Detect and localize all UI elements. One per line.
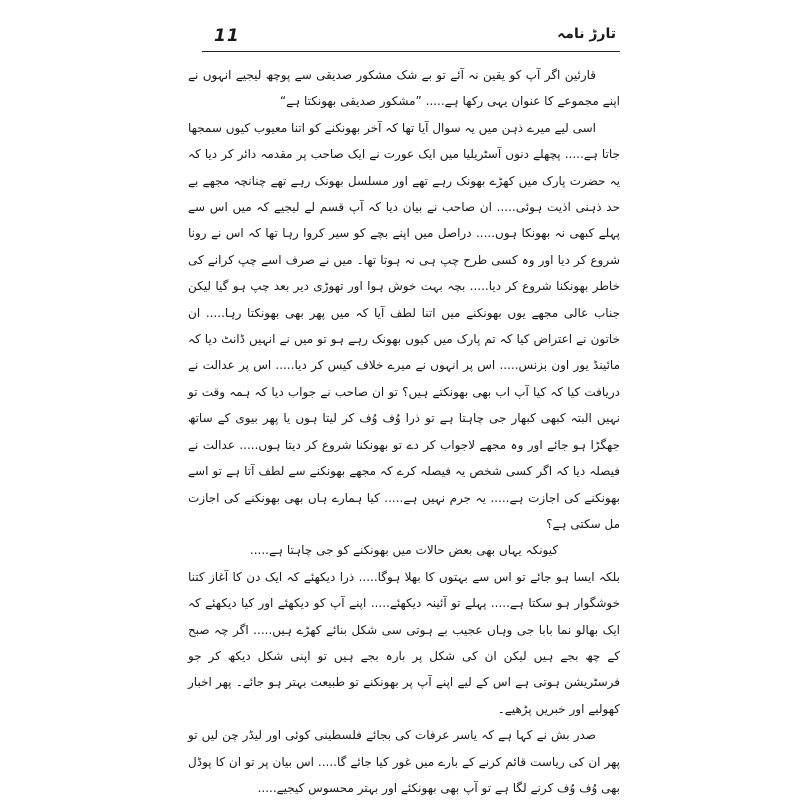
book-page [188,26,620,795]
running-title: تارڑ نامہ [557,26,616,42]
paragraph-2: اسی لیے میرے ذہن میں یہ سوال آیا تھا کہ آخر بھونکنے کو اتنا معیوب کیوں سمجھا جاتا ہے..... پچھلے دنوں آسٹریلیا میں ایک عورت نے ایک صاحب پر مقدمہ دائر کر دیا کہ یہ حضرت پارک میں کھڑے بھونک رہے تھے اور مسلسل بھونک رہے تھے چنانچہ مجھے بے حد ذہنی اذیت ہوئی..... ان صاحب نے بیان دیا کہ آپ قسم لے لیجیے کہ میں اس سے پہلے کبھی نہ بھونکا ہوں..... دراصل میں اپنے بچے کو سیر کروا رہا تھا کہ اس نے رونا شروع کر دیا اور وہ کسی طرح چپ ہی نہ ہوتا تھا۔ میں نے صرف اسے چپ کرانے کی خاطر بھونکنا شروع کر دیا..... بچہ بہت خوش ہوا اور تھوڑی دیر بعد چپ ہو گیا لیکن جناب عالی مجھے یوں بھونکنے میں اتنا لطف آیا کہ میں پھر بھی بھونکتا رہا..... ان خاتون نے اعتراض کیا کہ تم پارک میں کیوں بھونک رہے ہو تو میں نے انہیں ڈانٹ دیا کہ مائینڈ یور اون بزنس..... اس پر انہوں نے میرے خلاف کیس کر دیا..... اس پر عدالت نے دریافت کیا کہ کیا آپ اب بھی بھونکتے ہیں؟ تو ان صاحب نے جواب دیا کہ ہمہ وقت تو نہیں البتہ کبھی کبھار جی چاہتا ہے تو ذرا وُف وُف کر لیتا ہوں یا پھر بیوی کے ساتھ جھگڑا ہو جائے اور وہ مجھے لاجواب کر دے تو بھونکنا شروع کر دیتا ہوں..... عدالت نے فیصلہ دیا کہ اگر کسی شخص یہ فیصلہ کرے کہ مجھے بھونکنے سے لطف آتا ہے تو اسے بھونکنے کی اجازت ہے..... یہ جرم نہیں ہے..... کیا ہمارے ہاں بھی بھونکنے کی اجازت مل سکتی ہے؟ [188,120,620,531]
page-number: 11 [214,26,240,46]
body-text [188,62,620,801]
paragraph-1: قارئین اگر آپ کو یقین نہ آئے تو بے شک مشکور صدیقی سے پوچھ لیجیے انہوں نے اپنے مجموعے کا عنوان یہی رکھا ہے..... ”مشکور صدیقی بھونکتا ہے“ [188,68,620,109]
header-rule [202,51,620,52]
paragraph-4: بلکہ ایسا ہو جائے تو اس سے بہتوں کا بھلا ہوگا..... ذرا دیکھئے کہ ایک دن کا آغاز کتنا خوشگوار ہو سکتا ہے..... پہلے تو آئینہ دیکھئے..... اپنے آپ کو دیکھئے اور کیا دیکھئے کہ ایک بھالو نما بابا جی وہاں عجیب بے ہوتی سی شکل بنائے کھڑے ہیں..... اگر چہ صبح کے چھ بجے ہیں لیکن ان کی شکل پر بارہ بجے ہیں تو اپنی شکل دیکھ کر جو فرسٹریشن ہوتی ہے اس کے لیے اپنے آپ پر بھونکنے تو طبیعت بہتر ہو جائے۔ پھر اخبار کھولیے اور خبریں پڑھیے۔ [188,569,620,716]
paragraph-3: کیونکہ یہاں بھی بعض حالات میں بھونکنے کو جی چاہتا ہے..... [249,543,559,558]
paragraph-5: صدر بش نے کہا ہے کہ یاسر عرفات کی بجائے فلسطینی کوئی اور لیڈر چن لیں تو پھر ان کی ریاست قائم کرنے کے بارے میں غور کیا جائے گا..... اس بیان پر تو ان کا پوڈل بھی وُف وُف کرنے لگا ہے تو آپ بھی بھونکئے اور بہتر محسوس کیجیے..... [188,728,620,795]
page-header [188,26,620,48]
